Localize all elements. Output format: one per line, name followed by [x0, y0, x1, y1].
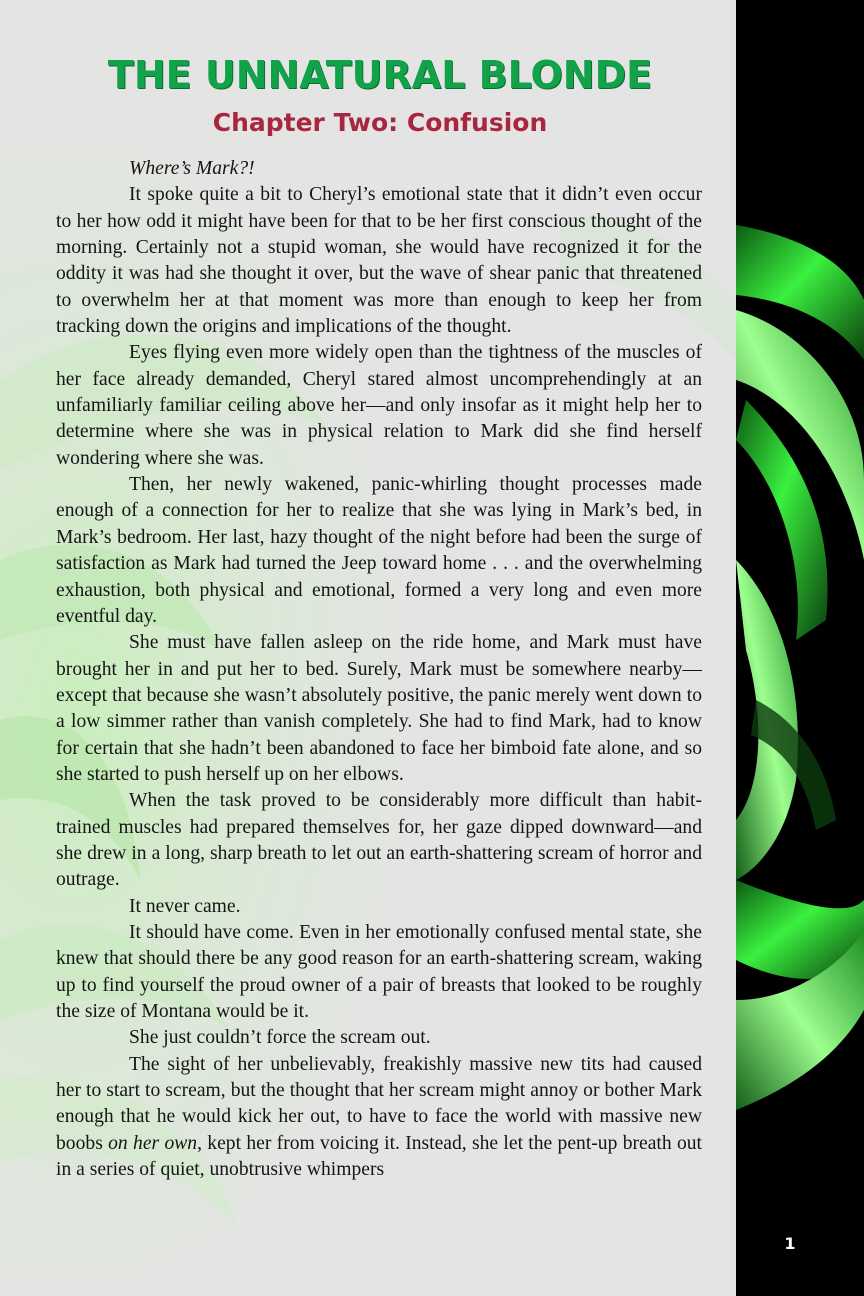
green-ribbon-art [736, 0, 864, 1296]
chapter-title: Chapter Two: Confusion [212, 108, 548, 137]
book-title: THE UNNATURAL BLONDE [107, 53, 653, 97]
paragraph-text: , kept her from voicing it. Instead, she let the pent-up breath out in a series of quiet, unobtrusive whimpers [56, 1132, 703, 1181]
paragraph: Then, her newly wakened, panic-whirling thought processes made enough of a connection for her to realize that she was lying in Mark’s bed, in Mark’s bedroom. Her last, hazy thought of the night before had been the surge of satisfaction as Mark had turned the Jeep toward home . . . and the overwhelming exhaustion, both physical and emotional, formed a very long and even more eventful day. [56, 474, 702, 627]
paragraph: She just couldn’t force the scream out. [129, 1027, 431, 1049]
paragraph: It never came. [129, 895, 241, 917]
paragraph: It spoke quite a bit to Cheryl’s emotional state that it didn’t even occur to her how odd it might have been for that to be her first conscious thought of the morning. Certainly not a stupid woman, she would have recognized it for the oddity it was had she thought it over, but the wave of shear panic that threatened to overwhelm her at that moment was more than enough to keep her from tracking down the origins and implications of the thought. [56, 184, 702, 338]
paragraph: She must have fallen asleep on the ride home, and Mark must have brought her in and put her to bed. Surely, Mark must be somewhere nearby—except that because she wasn’t absolutely positive, the panic merely went down to a low simmer rather than vanish completely. She had to find Mark, had to know for certain that she hadn’t been abandoned to face her bimboid fate alone, and so she started to push herself up on her elbows. [56, 632, 702, 785]
paragraph: It should have come. Even in her emotionally confused mental state, she knew that should there be any good reason for an earth-shattering scream, waking up to find yourself the proud owner of a pair of breasts that looked to be roughly the size of Montana would be it. [56, 921, 702, 1022]
paragraph-text: The sight of her unbelievably, freakishly massive new tits had caused her to start to scream, but the thought that her scream might annoy or bother Mark enough that he would kick her out, to have to face the world with massive new boobs [56, 1053, 702, 1154]
paragraph: When the task proved to be considerably more difficult than habit-trained muscles had prepared themselves for, her gaze dipped downward—and she drew in a long, sharp breath to let out an earth-shattering scream of horror and outrage. [56, 790, 702, 891]
decorative-side-band [736, 0, 864, 1296]
emphasis-text: on her own [108, 1132, 198, 1154]
paragraph-last [56, 1052, 702, 1184]
paragraph: Eyes flying even more widely open than the tightness of the muscles of her face already demanded, Cheryl stared almost uncomprehendingly at an unfamiliarly familiar ceiling above her—and only insofar as it might help her to determine where she was in physical relation to Mark did she find herself wondering where she was. [56, 342, 702, 469]
page-number: 1 [784, 1234, 796, 1253]
paragraph: Where’s Mark?! [129, 158, 255, 179]
chapter-body [56, 156, 702, 1183]
